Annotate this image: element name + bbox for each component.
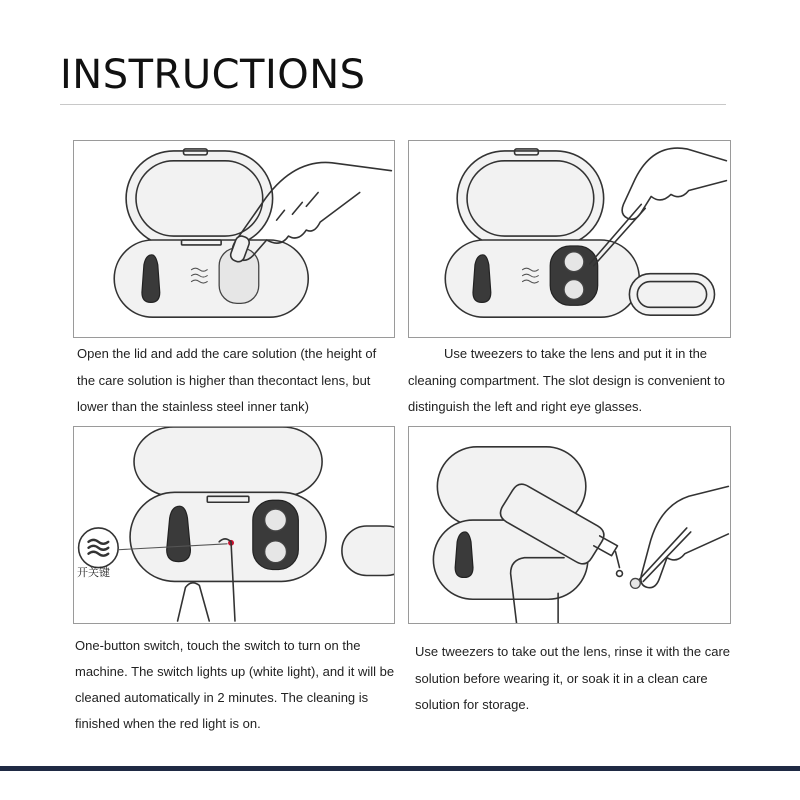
step-3-caption: One-button switch, touch the switch to turn on the machine. The switch lights up (white light), and it will be cleaned automatically in 2 minutes. The cleaning is finished when the red light is on. xyxy=(75,638,395,731)
switch-label: 开关键 xyxy=(77,567,110,579)
tweezers-icon xyxy=(630,528,690,588)
step-3-illustration xyxy=(73,426,395,624)
step-2-illustration xyxy=(408,140,731,338)
open-case-illustration xyxy=(74,141,394,337)
step-4-caption: Use tweezers to take out the lens, rinse it with the care solution before wearing it, or soak it in a clean care solution for storage. xyxy=(415,644,731,712)
footer-bar xyxy=(0,766,800,771)
open-case-illustration xyxy=(409,141,730,337)
step-2-caption: Use tweezers to take the lens and put it in the cleaning compartment. The slot design is convenient to distinguish the left and right eye glasses. xyxy=(408,346,725,414)
page-title: INSTRUCTIONS xyxy=(60,52,366,98)
open-case-illustration xyxy=(409,427,730,623)
title-divider xyxy=(60,104,726,105)
step-4-illustration xyxy=(408,426,731,624)
step-1-caption: Open the lid and add the care solution (the height of the care solution is higher than thecontact lens, but lower than the stainless steel inner tank) xyxy=(77,346,377,414)
open-case-illustration xyxy=(74,427,394,623)
step-1-illustration xyxy=(73,140,395,338)
